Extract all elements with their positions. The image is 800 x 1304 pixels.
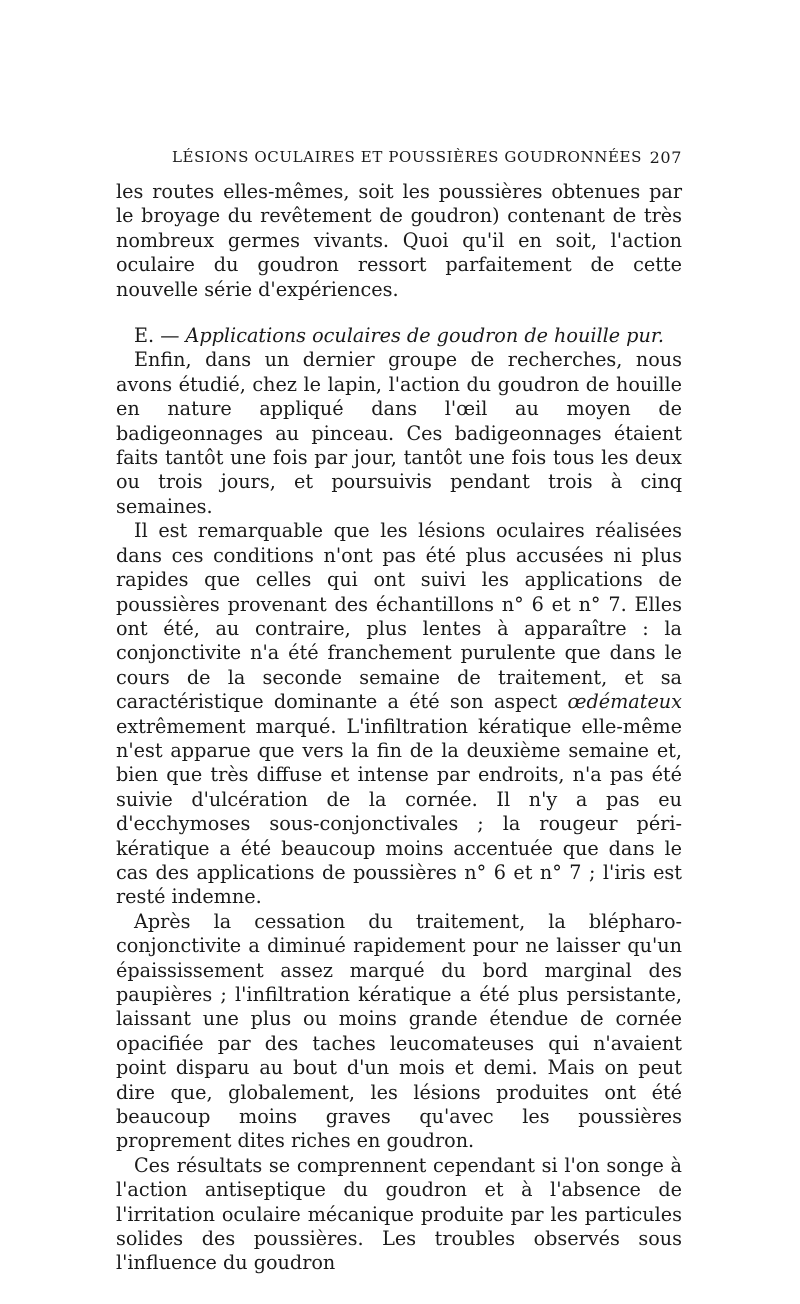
- body-text: [116, 180, 682, 1276]
- paragraph-text: extrêmement marqué. L'infiltration kératique elle-même n'est apparue que vers la fin de la deuxième semaine et, bien que très diffuse et intense par endroits, n'a pas été suivie d'ulcération de la cornée. Il n'y a pas eu d'ecchymoses sous-conjonctivales ; la rougeur péri-kératique a été beaucoup moins accentuée que dans le cas des applications de poussières n° 6 et n° 7 ; l'iris est resté indemne.: [116, 714, 682, 909]
- paragraph: [116, 519, 682, 910]
- paragraph: Ces résultats se comprennent cependant si l'on songe à l'action antiseptique du goudron et à l'absence de l'irritation oculaire mécanique produite par les particules solides des poussières. Les troubles observés sous l'influence du goudron: [116, 1153, 682, 1275]
- paragraph: Enfin, dans un dernier groupe de recherches, nous avons étudié, chez le lapin, l'action du goudron de houille en nature appliqué dans l'œil au moyen de badigeonnages au pinceau. Ces badigeonnages étaient faits tantôt une fois par jour, tantôt une fois tous les deux ou trois jours, et poursuivis pendant trois à cinq semaines.: [116, 348, 682, 518]
- running-head: [116, 140, 682, 172]
- running-title: LÉSIONS OCULAIRES ET POUSSIÈRES GOUDRONNÉES: [172, 148, 642, 166]
- section-title: Applications oculaires de goudron de houille pur.: [185, 324, 664, 348]
- emphasis-text: œdémateux: [567, 690, 682, 714]
- book-page: [116, 140, 682, 1276]
- section-label: E. —: [134, 324, 186, 348]
- page-number: 207: [649, 148, 682, 167]
- paragraph: Après la cessation du traitement, la blépharo-conjonctivite a diminué rapidement pour ne laisser qu'un épaississement assez marqué du bord marginal des paupières ; l'infiltration kératique a été plus persistante, laissant une plus ou moins grande étendue de cornée opacifiée par des taches leucomateuses qui n'avaient point disparu au bout d'un mois et demi. Mais on peut dire que, globalement, les lésions produites ont été beaucoup moins graves qu'avec les poussières proprement dites riches en goudron.: [116, 909, 682, 1153]
- paragraph-text: Il est remarquable que les lésions oculaires réalisées dans ces conditions n'ont pas été plus accusées ni plus rapides que celles qui ont suivi les applications de poussières provenant des échantillons n° 6 et n° 7. Elles ont été, au contraire, plus lentes à apparaître : la conjonctivite n'a été franchement purulente que dans le cours de la seconde semaine de traitement, et sa caractéristique dominante a été son aspect: [116, 519, 682, 714]
- paragraph-continuation: les routes elles-mêmes, soit les poussières obtenues par le broyage du revêtement de goudron) contenant de très nombreux germes vivants. Quoi qu'il en soit, l'action oculaire du goudron ressort parfaitement de cette nouvelle série d'expériences.: [116, 180, 682, 301]
- section-heading: [116, 324, 682, 348]
